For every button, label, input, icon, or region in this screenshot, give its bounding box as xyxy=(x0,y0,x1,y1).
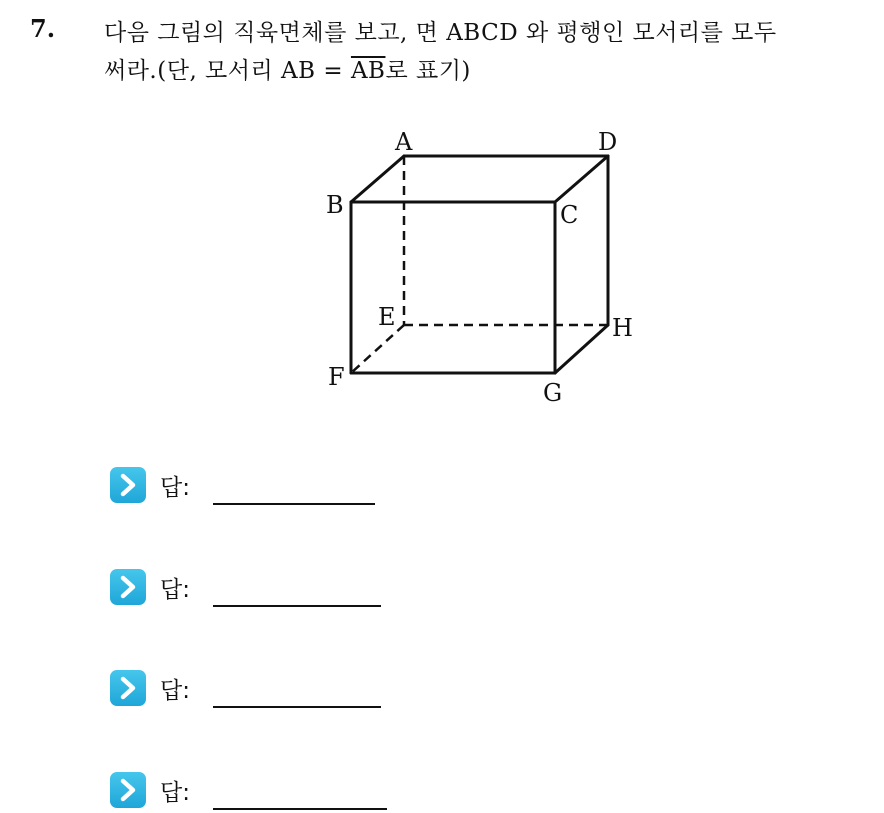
answer-label: 답: xyxy=(160,475,190,501)
answer-blank-3[interactable] xyxy=(213,706,381,708)
vertex-label-G: G xyxy=(543,379,563,407)
vertex-label-D: D xyxy=(598,128,618,156)
vertex-label-F: F xyxy=(328,363,345,391)
answer-blank-4[interactable] xyxy=(213,808,387,810)
answer-label: 답: xyxy=(160,780,190,806)
chevron-right-icon xyxy=(110,772,146,808)
vertex-label-A: A xyxy=(395,128,413,156)
edge-notation-overline: $\overline{AB}$ xyxy=(350,58,386,84)
vertex-label-H: H xyxy=(612,314,633,342)
vertex-label-E: E xyxy=(378,303,396,331)
answer-blank-1[interactable] xyxy=(213,503,375,505)
chevron-right-icon xyxy=(110,569,146,605)
question-line-2-pre: 써라.(단, 모서리 AB = xyxy=(104,58,351,84)
edge-AB xyxy=(351,156,404,202)
edge-DC xyxy=(555,156,608,202)
edge-GH xyxy=(555,325,608,373)
question-line-1: 다음 그림의 직육면체를 보고, 면 ABCD 와 평행인 모서리를 모두 xyxy=(104,20,777,46)
problem-number: 7. xyxy=(30,14,56,43)
edge-EF xyxy=(351,325,404,373)
vertex-label-C: C xyxy=(560,201,579,229)
answer-label: 답: xyxy=(160,678,190,704)
visible-edges xyxy=(351,156,608,373)
answer-label: 답: xyxy=(160,577,190,603)
question-line-2-post: 로 표기) xyxy=(385,58,471,84)
chevron-right-icon xyxy=(110,670,146,706)
answer-blank-2[interactable] xyxy=(213,605,381,607)
chevron-right-icon xyxy=(110,467,146,503)
vertex-label-B: B xyxy=(326,191,344,219)
